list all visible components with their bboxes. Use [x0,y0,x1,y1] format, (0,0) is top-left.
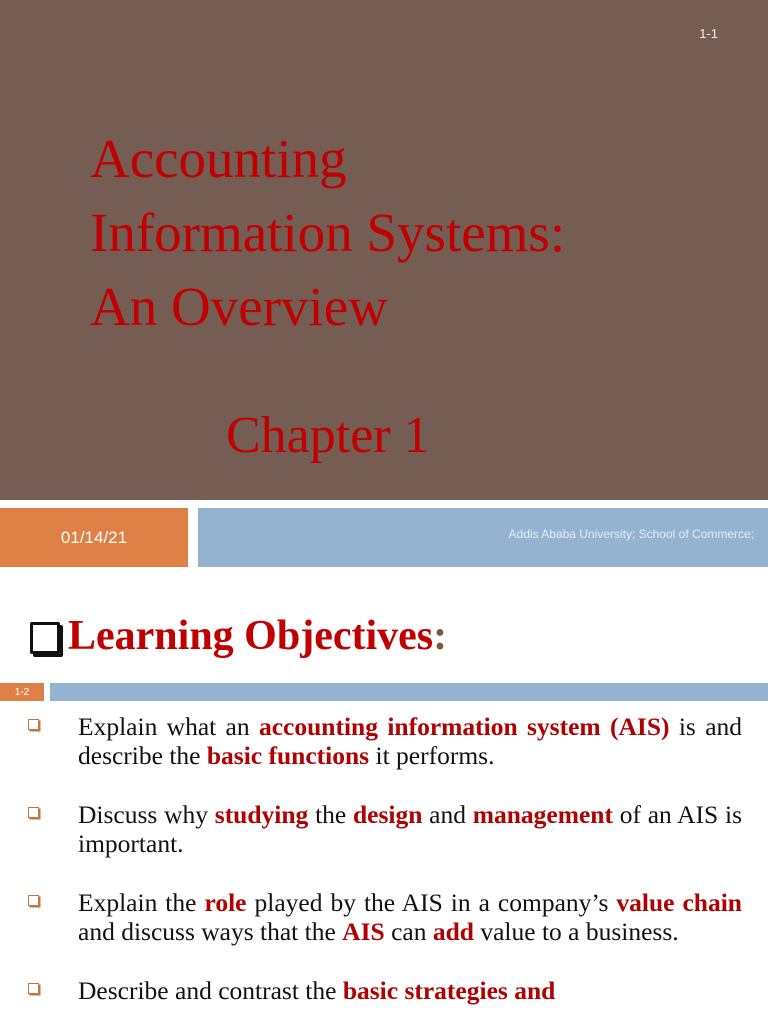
objectives-list [0,712,768,1035]
objective-item-2: Discuss why studying the design and management of an AIS is important. [78,800,742,858]
title-line-2: Information Systems: [90,202,566,263]
footer-bar [198,508,768,567]
objective-item-4: Describe and contrast the basic strategies and [78,976,742,1005]
square-bullet-icon [28,719,39,730]
title-line-1: Accounting [90,128,347,189]
heading-colon: : [433,613,448,659]
learning-objectives-heading [30,612,447,660]
checkbox-bullet-icon [30,622,60,654]
objective-item-1: Explain what an accounting information system (AIS) is and describe the basic functions it performs. [78,712,742,770]
slide-number-2: 1-2 [0,683,44,701]
footer-date: 01/14/21 [0,508,188,567]
square-bullet-icon [28,895,39,906]
footer-text: Addis Ababa University; School of Commerce; [508,527,754,541]
chapter-label: Chapter 1 [226,407,430,464]
square-bullet-icon [28,983,39,994]
title-slide [0,0,768,500]
slide-number: 1-1 [699,26,718,41]
objective-item-3: Explain the role played by the AIS in a company’s value chain and discuss ways that the AIS can add value to a business. [78,888,742,946]
square-bullet-icon [28,807,39,818]
divider [0,500,768,506]
heading-text: Learning Objectives [68,613,434,659]
title-line-3: An Overview [90,276,388,337]
header-bar [50,683,768,701]
slide-title [90,122,750,344]
